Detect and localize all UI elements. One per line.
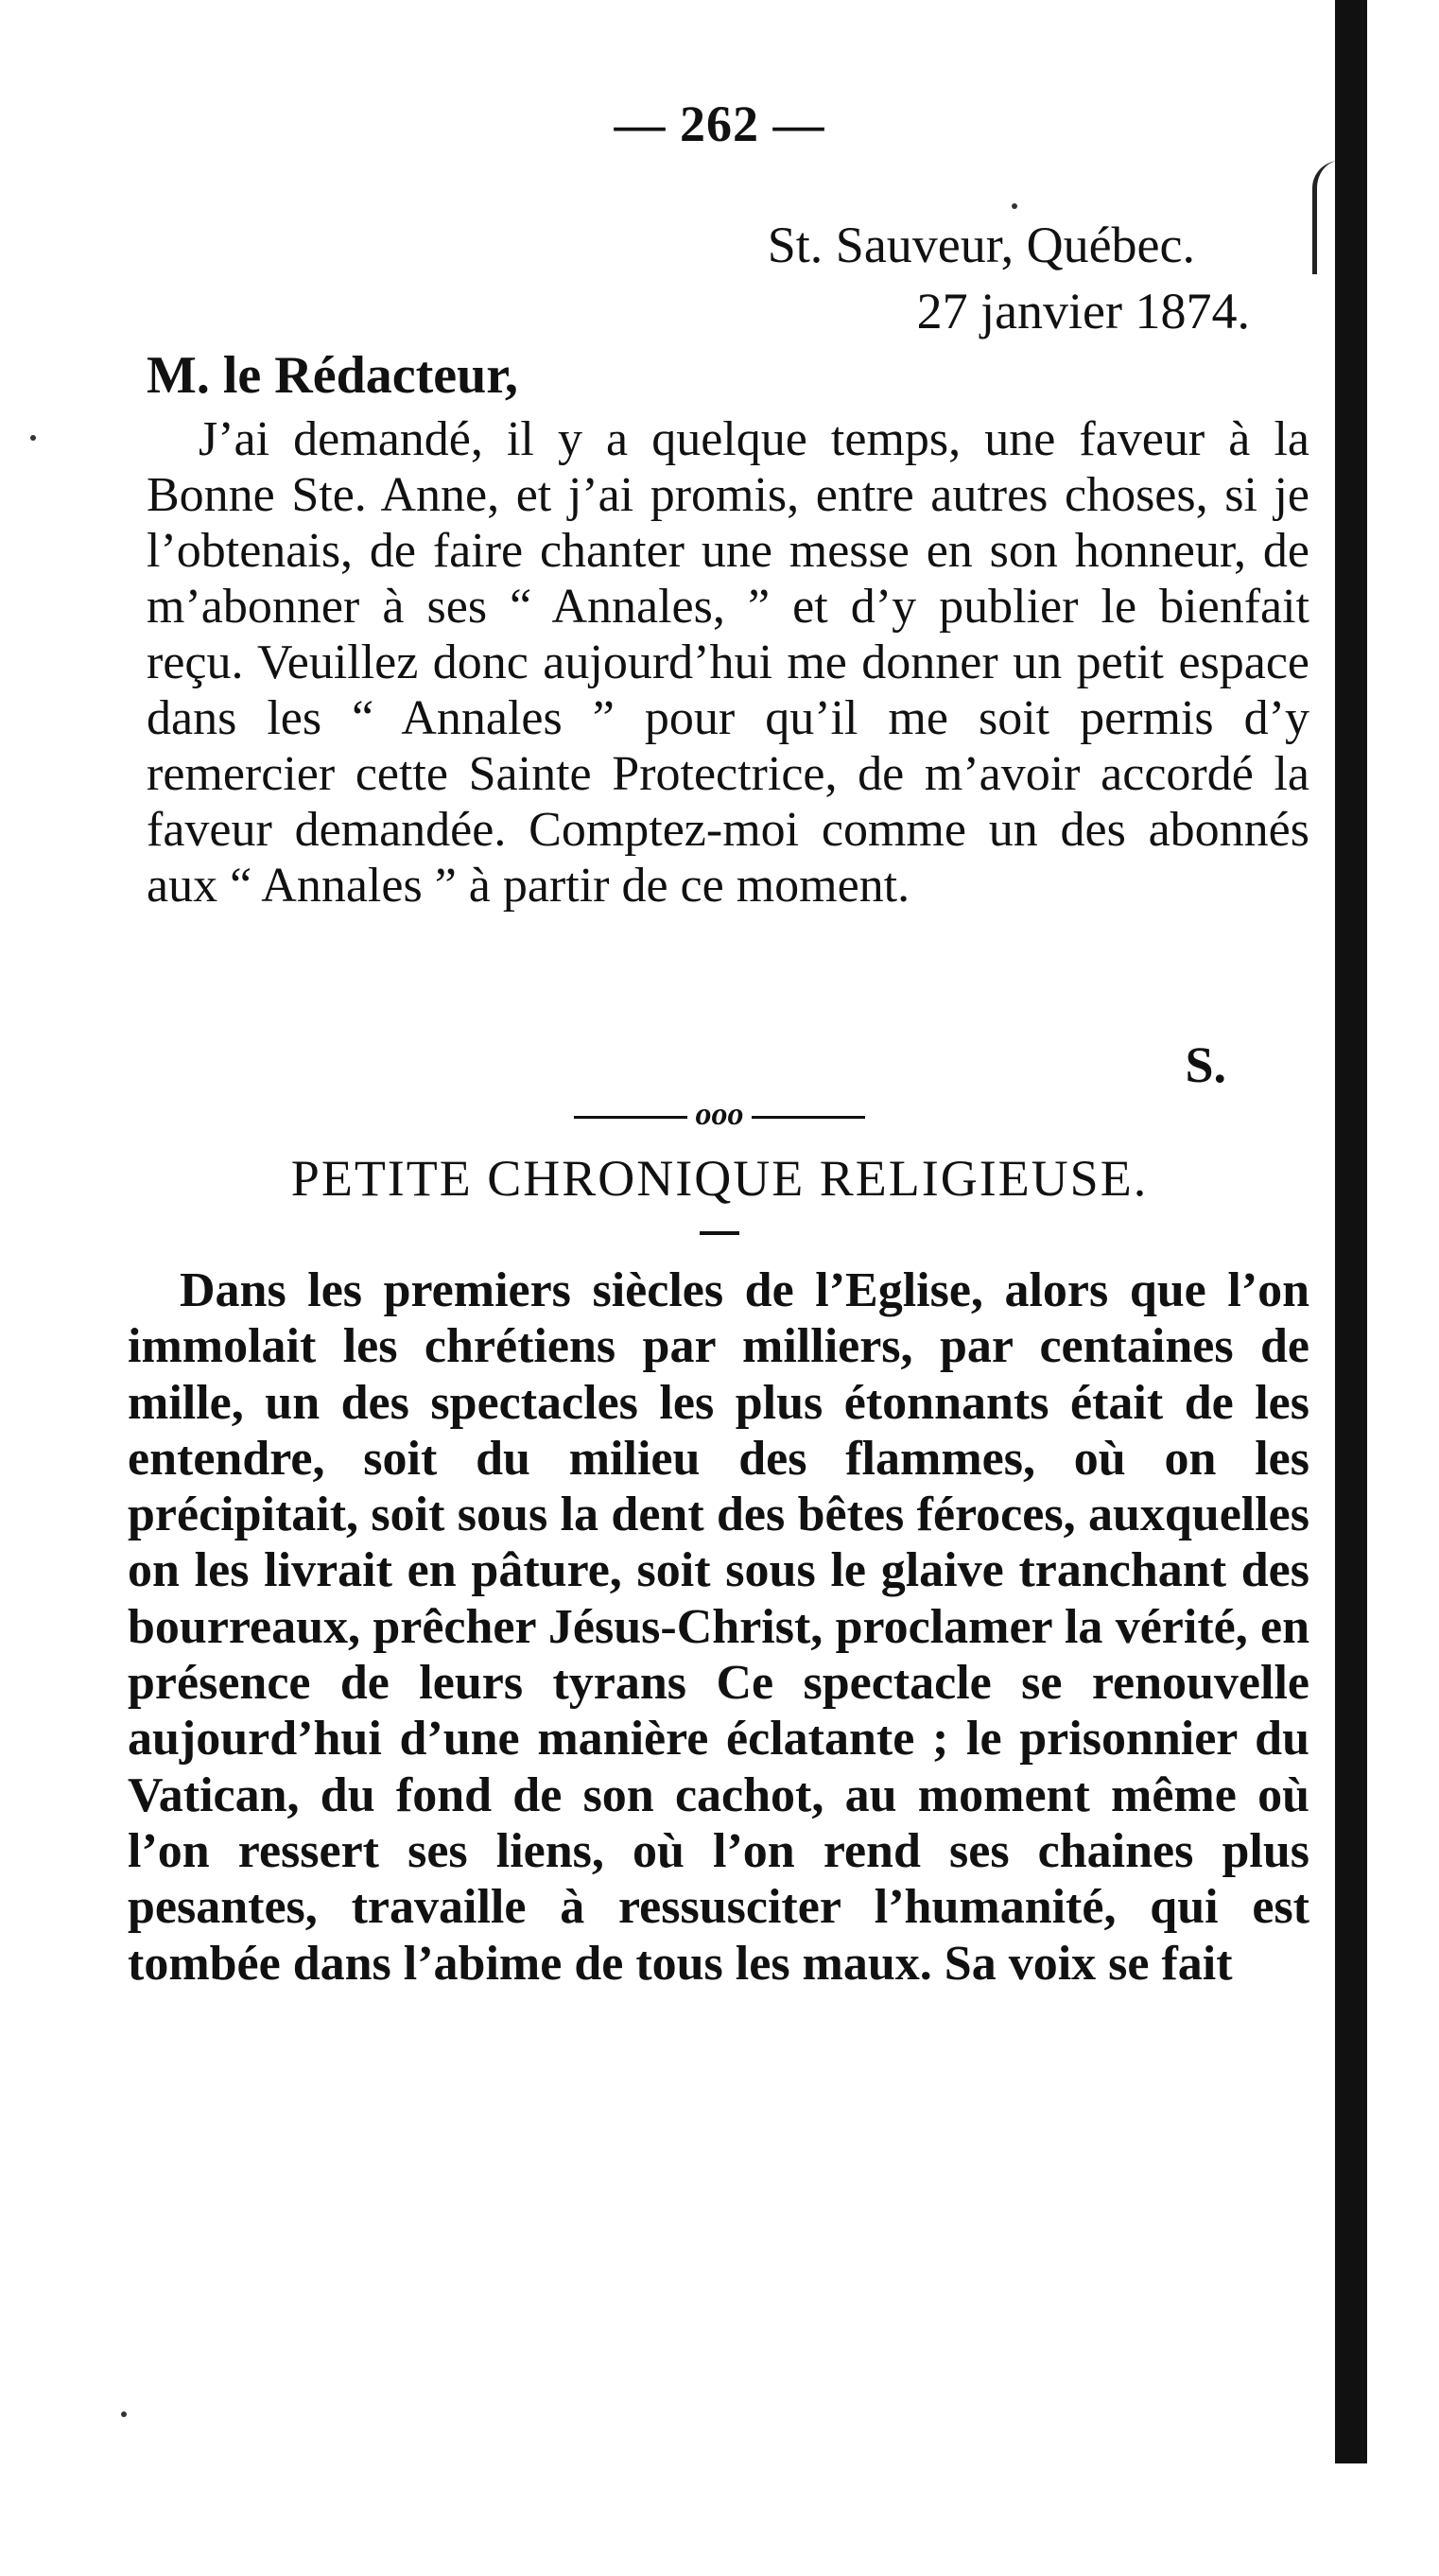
title-rule (700, 1231, 739, 1235)
letter-place: St. Sauveur, Québec. (767, 217, 1195, 273)
letter-signature: S. (1185, 1036, 1226, 1093)
letter-salutation: M. le Rédacteur, (147, 346, 518, 405)
letter-date: 27 janvier 1874. (916, 283, 1250, 339)
chronicle-body: Dans les premiers siècles de l’Eglise, alors que l’on immolait les chrétiens par milliers, par centaines de mille, un des spectacles les plus étonnants était de les entendre, soit du milieu des flammes, où on les précipitait, soit sous la dent des bêtes féroces, auxquelles on les livrait en pâture, soit sous le glaive tranchant des bourreaux, prêcher Jésus-Christ, proclamer la vérité, en présence de leurs tyrans Ce spectacle se renouvelle aujourd’hui d’une manière éclatante ; le prisonnier du Vatican, du fond de son cachot, au moment même où l’on ressert ses liens, où l’on rend ses chaines plus pesantes, travaille à ressusciter l’humanité, qui est tombée dans l’abime de tous les maux. Sa voix se fait (128, 1263, 1309, 1991)
separator-mark: ooo (695, 1097, 744, 1132)
section-title: PETITE CHRONIQUE RELIGIEUSE. (290, 1150, 1149, 1207)
scan-speck (1012, 203, 1017, 209)
section-separator (0, 1097, 1439, 1133)
page-binding-edge (1335, 0, 1367, 2463)
letter-body: J’ai demandé, il y a quelque temps, une faveur à la Bonne Ste. Anne, et j’ai promis, entre autres choses, si je l’obtenais, de faire chanter une messe en son honneur, de m’abonner à ses “ Annales, ” et d’y publier le bienfait reçu. Veuillez donc aujourd’hui me donner un petit espace dans les “ Annales ” pour qu’il me soit permis d’y remercier cette Sainte Protectrice, de m’avoir accordé la faveur demandée. Comptez-moi comme un des abonnés aux “ Annales ” à partir de ce moment. (147, 412, 1309, 913)
scan-speck (121, 2411, 127, 2417)
page-number: — 262 — (614, 96, 825, 152)
separator-rule-left (574, 1116, 687, 1119)
separator-rule-right (752, 1116, 865, 1119)
scan-speck (30, 435, 36, 441)
page-edge-curl (1312, 161, 1340, 274)
